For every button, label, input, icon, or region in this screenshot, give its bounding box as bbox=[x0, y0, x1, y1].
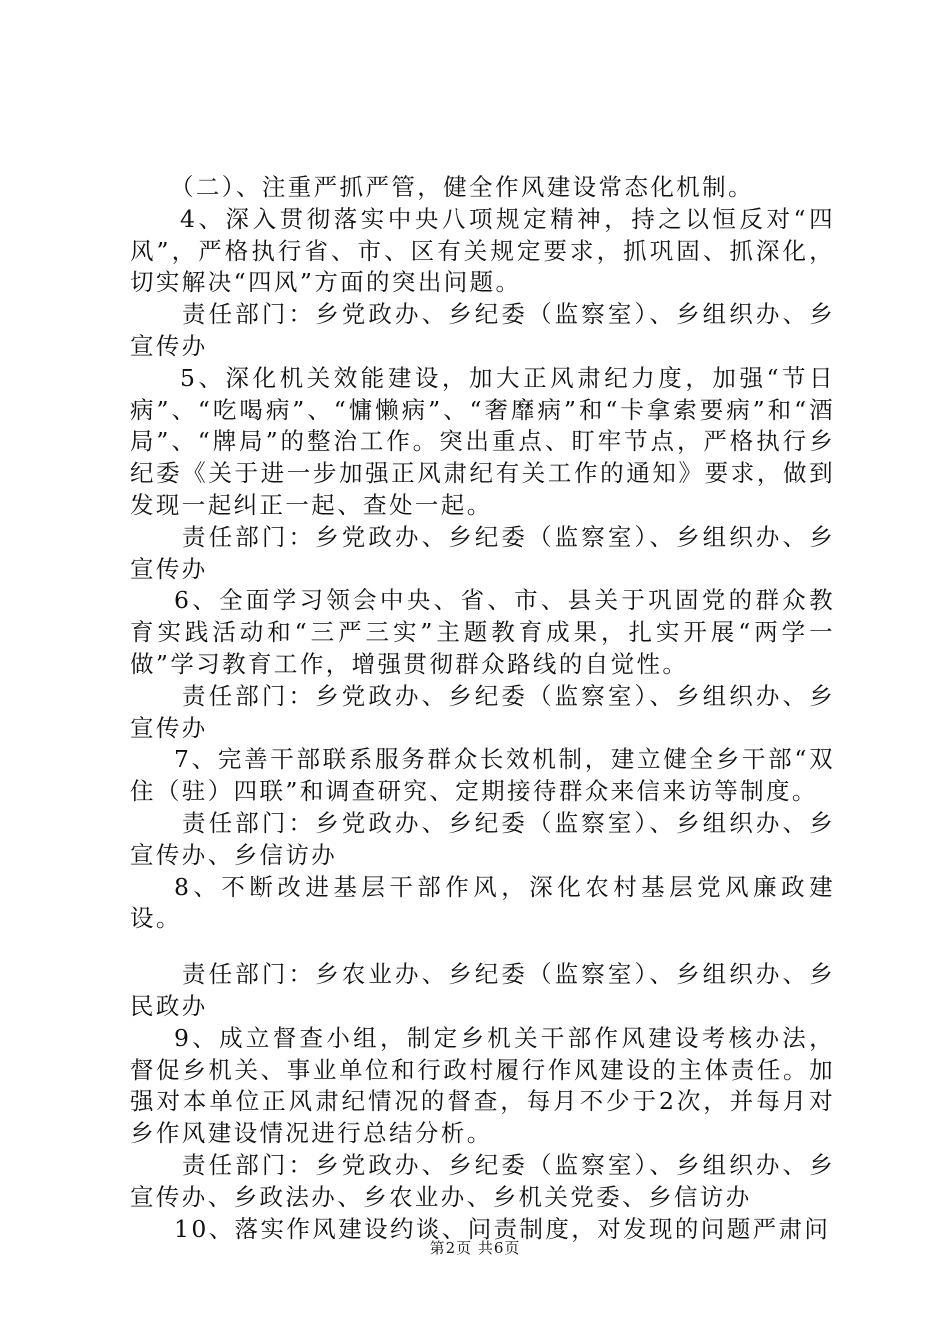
document-body bbox=[130, 172, 835, 1245]
item-7: 7、完善干部联系服务群众长效机制，建立健全乡干部“双住（驻）四联”和调查研究、定期接待群众来信来访等制度。 bbox=[130, 745, 835, 806]
responsible-departments-5: 责任部门：乡党政办、乡纪委（监察室）、乡组织办、乡宣传办 bbox=[130, 522, 835, 583]
responsible-departments-4: 责任部门：乡党政办、乡纪委（监察室）、乡组织办、乡宣传办 bbox=[130, 300, 835, 360]
item-10: 10、落实作风建设约谈、问责制度，对发现的问题严肃问 bbox=[174, 1214, 831, 1243]
item-8: 8、不断改进基层干部作风，深化农村基层党风廉政建设。 bbox=[130, 872, 835, 933]
page-footer: 第2页 共6页 bbox=[429, 1239, 521, 1257]
section-heading: （二）、注重严抓严管，健全作风建设常态化机制。 bbox=[170, 173, 754, 201]
paragraph-gap bbox=[130, 935, 835, 959]
responsible-departments-6: 责任部门：乡党政办、乡纪委（监察室）、乡组织办、乡宣传办 bbox=[130, 681, 835, 742]
responsible-departments-9: 责任部门：乡党政办、乡纪委（监察室）、乡组织办、乡宣传办、乡政法办、乡农业办、乡机关党委、乡信访办 bbox=[130, 1150, 835, 1211]
item-6: 6、全面学习领会中央、省、市、县关于巩固党的群众教育实践活动和“三严三实”主题教育成果，扎实开展“两学一做”学习教育工作，增强贯彻群众路线的自觉性。 bbox=[130, 586, 835, 678]
item-9: 9、成立督查小组，制定乡机关干部作风建设考核办法，督促乡机关、事业单位和行政村履行作风建设的主体责任。加强对本单位正风肃纪情况的督查，每月不少于2次，并每月对乡作风建设情况进行总结分析。 bbox=[130, 1023, 835, 1148]
item-5: 5、深化机关效能建设，加大正风肃纪力度，加强“节日病”、“吃喝病”、“慵懒病”、“奢靡病”和“卡拿索要病”和“酒局”、“牌局”的整治工作。突出重点、盯牢节点，严格执行乡纪委《关于进一步加强正风肃纪有关工作的通知》要求，做到发现一起纠正一起、查处一起。 bbox=[130, 363, 835, 519]
responsible-departments-7: 责任部门：乡党政办、乡纪委（监察室）、乡组织办、乡宣传办、乡信访办 bbox=[130, 808, 835, 869]
responsible-departments-8: 责任部门：乡农业办、乡纪委（监察室）、乡组织办、乡民政办 bbox=[130, 960, 835, 1020]
item-4: 4、深入贯彻落实中央八项规定精神，持之以恒反对“四风”，严格执行省、市、区有关规定要求，抓巩固、抓深化，切实解决“四风”方面的突出问题。 bbox=[130, 204, 835, 297]
